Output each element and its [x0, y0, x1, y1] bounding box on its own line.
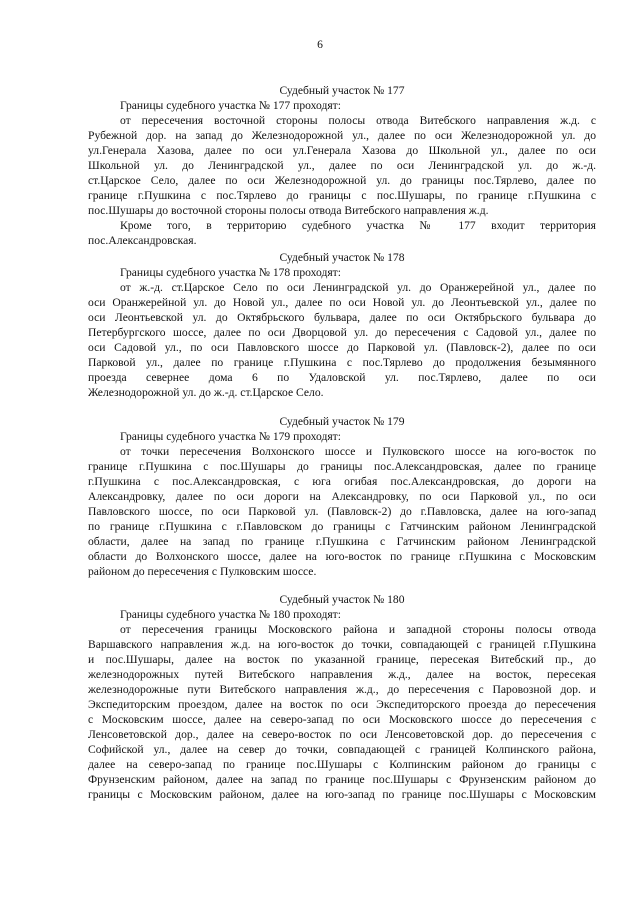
paragraph-line: Варшавского направления ж.д. на юго-восток до точки, совпадающей с границей г.Пушкина	[88, 638, 596, 651]
paragraph-line: оси Садовой ул., по оси Павловского шоссе до Парковой ул. (Павловск-2), далее по оси	[88, 341, 596, 354]
paragraph-line: по границе г.Пушкина с г.Павловском до границы с Гатчинским районом Ленинградской	[88, 520, 596, 533]
paragraph-line: ст.Царское Село, далее по оси Железнодорожной ул. до границы пос.Тярлево, далее по	[88, 174, 596, 187]
paragraph-line: области, далее на запад по границе г.Пушкина с Гатчинским районом Ленинградской	[88, 535, 596, 548]
paragraph-line: Фрунзенским районом, далее на запад по границе пос.Шушары с Фрунзенским районом до	[88, 773, 596, 786]
paragraph-line: оси Оранжерейной ул. до Новой ул., далее по оси Новой ул. до Леонтьевской ул., далее по	[88, 296, 596, 309]
paragraph-line: железнодорожных путей Витебского направления ж.д., далее на восток, пересекая	[88, 668, 596, 681]
paragraph-line: пос.Шушары до восточной стороны полосы отвода Витебского направления ж.д.	[88, 204, 489, 217]
paragraph-line: границе г.Пушкина с пос.Шушары до границы пос.Александровская, далее по границе	[88, 460, 596, 473]
page-number: 6	[317, 38, 323, 51]
paragraph-line: ул.Генерала Хазова, далее по оси ул.Генерала Хазова до Школьной ул., далее по оси	[88, 144, 596, 157]
paragraph-line: г.Пушкина с пос.Александровская, с юга огибая пос.Александровская, до дороги на	[88, 475, 596, 488]
paragraph-line: районом до пересечения с Пулковским шоссе.	[88, 565, 317, 578]
section-intro: Границы судебного участка № 177 проходят:	[120, 99, 341, 112]
paragraph-line: от пересечения восточной стороны полосы отвода Витебского направления ж.д. с	[120, 114, 596, 127]
paragraph-line: границы с Московским районом, далее на юго-запад по границе пос.Шушары с Московским	[88, 788, 596, 801]
paragraph-line: Кроме того, в территорию судебного участка № 177 входит территория	[120, 219, 596, 232]
paragraph-line: и пос.Шушары, далее на восток по указанной границе, пересекая Витебский пр., до	[88, 653, 596, 666]
paragraph-line: с Московским шоссе, далее на северо-запад по оси Московского шоссе до пересечения с	[88, 713, 596, 726]
paragraph-line: Железнодорожной ул. до ж.-д. ст.Царское Село.	[88, 386, 324, 399]
paragraph-line: железнодорожные пути Витебского направления ж.д., до пересечения с Паровозной дор. и	[88, 683, 596, 696]
section-intro: Границы судебного участка № 178 проходят:	[120, 266, 341, 279]
paragraph-line: Софийской ул., далее на север до точки, совпадающей с границей Колпинского района,	[88, 743, 596, 756]
paragraph-line: границе г.Пушкина с пос.Тярлево до границы с пос.Шушары, по границе г.Пушкина с	[88, 189, 596, 202]
section-title: Судебный участок № 180	[279, 593, 405, 606]
paragraph-line: области до Волхонского шоссе, далее на юго-восток по границе г.Пушкина с Московским	[88, 550, 596, 563]
paragraph-line: от ж.-д. ст.Царское Село по оси Ленинградской ул. до Оранжерейной ул., далее по	[120, 281, 596, 294]
paragraph-line: оси Леонтьевской ул. до Октябрьского бульвара, далее по оси Октябрьского бульвара до	[88, 311, 596, 324]
paragraph-line: пос.Александровская.	[88, 234, 197, 247]
paragraph-line: Экспедиторским проездом, далее на восток по оси Экспедиторского проезда до пересечения	[88, 698, 596, 711]
paragraph-line: Павловского шоссе, по оси Парковой ул. (Павловск-2) до г.Павловска, далее на юго-запад	[88, 505, 596, 518]
section-title: Судебный участок № 179	[279, 415, 405, 428]
court-section-180	[88, 592, 596, 802]
section-title: Судебный участок № 178	[279, 251, 405, 264]
paragraph-line: Парковой ул., далее по границе г.Пушкина с пос.Тярлево до продолжения безымянного	[88, 356, 596, 369]
section-intro: Границы судебного участка № 180 проходят:	[120, 608, 341, 621]
paragraph-line: от точки пересечения Волхонского шоссе и Пулковского шоссе на юго-восток по	[120, 445, 596, 458]
paragraph-line: Школьной ул. до Ленинградской ул., далее по оси Ленинградской ул. до ж.-д.	[88, 159, 596, 172]
paragraph-line: от пересечения границы Московского района и западной стороны полосы отвода	[120, 623, 596, 636]
paragraph-line: Александровку, далее по оси дороги на Александровку, по оси Парковой ул., по оси	[88, 490, 596, 503]
paragraph-line: проезда севернее дома 6 по Удаловской ул. пос.Тярлево, далее по оси	[88, 371, 596, 384]
paragraph-line: далее на северо-запад по границе пос.Шушары с Колпинским районом до границы с	[88, 758, 596, 771]
paragraph-line: Рубежной дор. на запад до Железнодорожной ул., далее по оси Железнодорожной ул. до	[88, 129, 596, 142]
court-section-178	[88, 250, 596, 400]
paragraph-line: Ленсоветовской дор., далее на северо-восток по оси Ленсоветовской дор. до пересечения с	[88, 728, 596, 741]
section-title: Судебный участок № 177	[279, 84, 405, 97]
paragraph-line: Петербургского шоссе, далее по оси Дворцовой ул. до пересечения с Садовой ул., далее по	[88, 326, 596, 339]
court-section-179	[88, 414, 596, 579]
court-section-177	[88, 83, 596, 248]
section-intro: Границы судебного участка № 179 проходят:	[120, 430, 341, 443]
